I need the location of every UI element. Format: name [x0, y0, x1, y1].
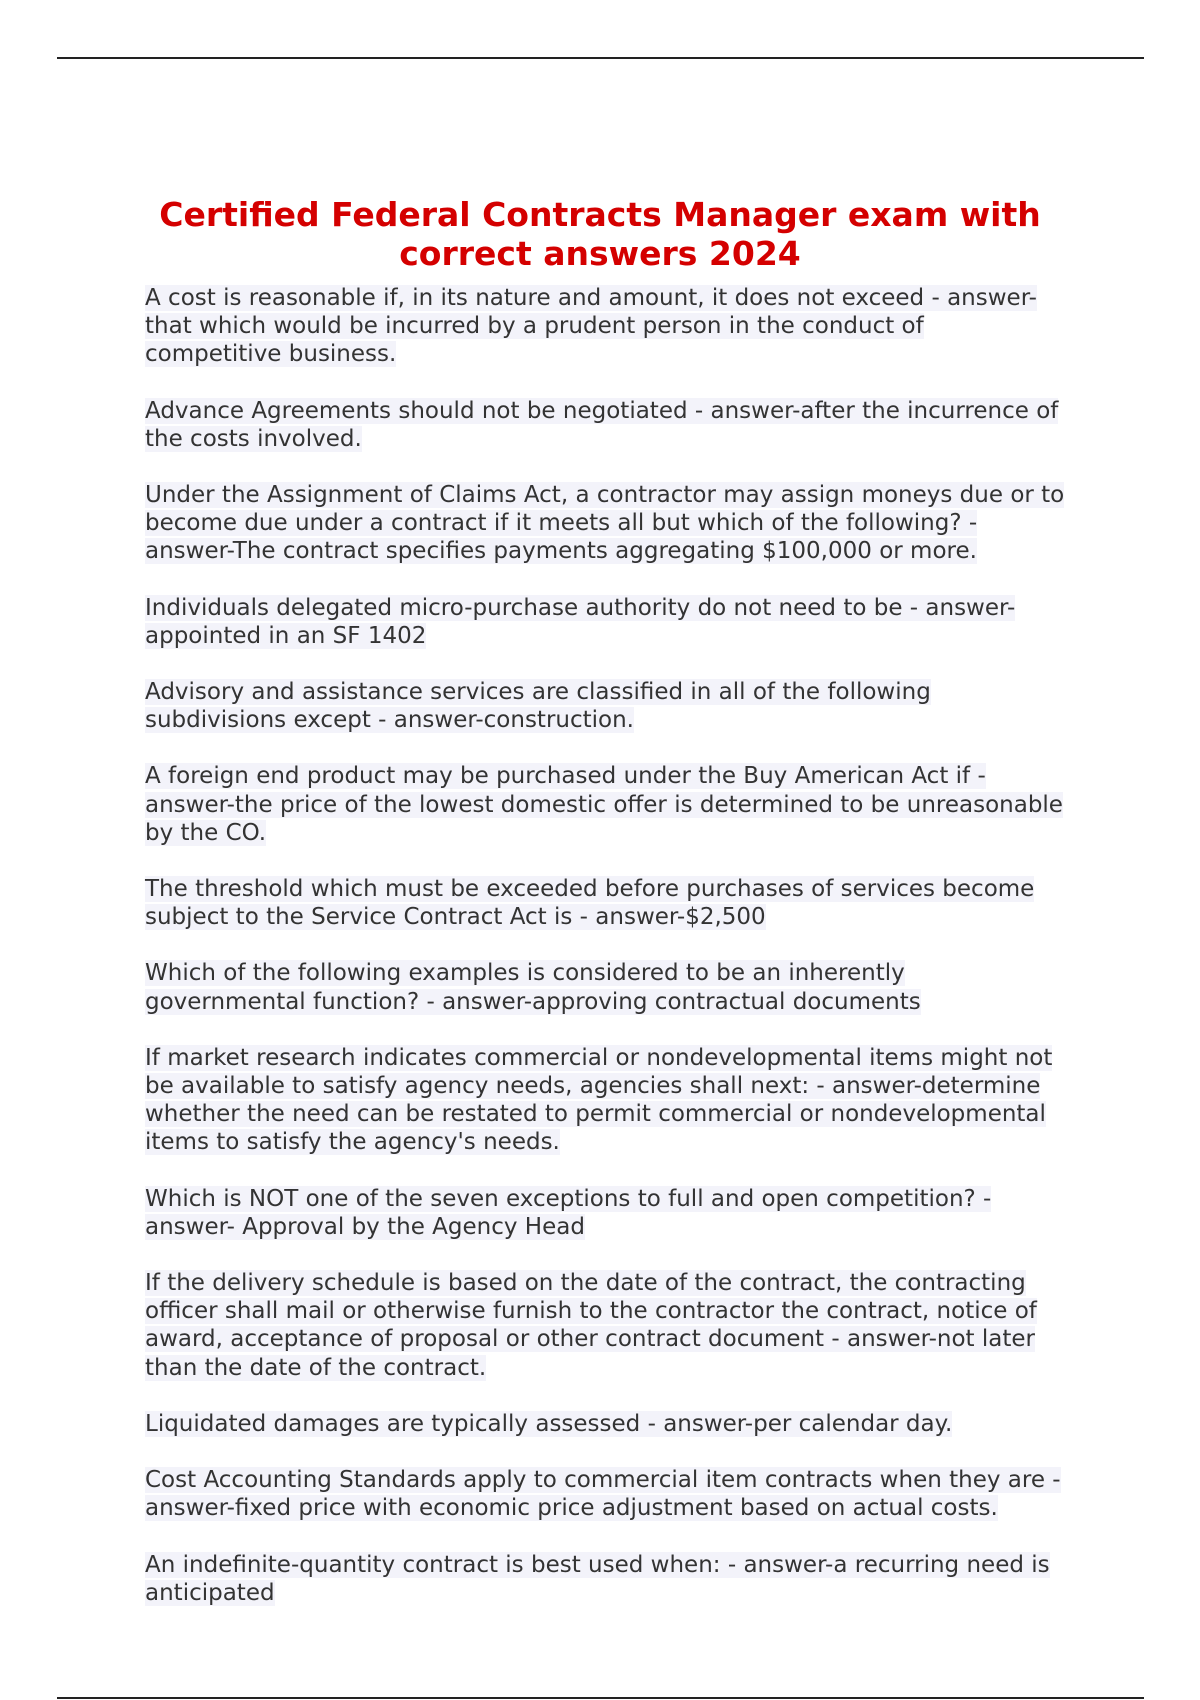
top-divider — [57, 57, 1144, 59]
qa-item — [145, 1410, 1065, 1438]
qa-item-text: Individuals delegated micro-purchase authority do not need to be - answer-appointed in an SF 1402 — [145, 594, 1016, 649]
qa-item-text: If market research indicates commercial or nondevelopmental items might not be available to satisfy agency needs, agencies shall next: - answer-determine whether the need can be restated to permit commercial or nondevelopmental items to satisfy the agency's needs. — [145, 1044, 1053, 1156]
qa-item-text: Under the Assignment of Claims Act, a contractor may assign moneys due or to become due under a contract if it meets all but which of the following? - answer-The contract specifies payments aggregating $100,000 or more. — [145, 482, 1065, 565]
qa-item — [145, 284, 1065, 369]
qa-item-text: Cost Accounting Standards apply to commercial item contracts when they are - answer-fixed price with economic price adjustment based on actual costs. — [145, 1467, 1061, 1522]
qa-item-text: Liquidated damages are typically assessed - answer-per calendar day. — [145, 1410, 953, 1437]
qa-item-text: Which is NOT one of the seven exceptions to full and open competition? - answer- Approval by the Agency Head — [145, 1185, 992, 1240]
qa-item-text: A foreign end product may be purchased under the Buy American Act if - answer-the price of the lowest domestic offer is determined to be unreasonable by the CO. — [145, 763, 1063, 846]
qa-list — [145, 284, 1065, 1635]
qa-item — [145, 678, 1065, 734]
qa-item — [145, 1044, 1065, 1157]
qa-item — [145, 762, 1065, 847]
qa-item-text: An indefinite-quantity contract is best used when: - answer-a recurring need is anticipated — [145, 1551, 1050, 1606]
qa-item-text: Which of the following examples is considered to be an inherently governmental function? - answer-approving contractual documents — [145, 960, 921, 1015]
qa-item — [145, 959, 1065, 1015]
qa-item — [145, 1269, 1065, 1382]
bottom-divider — [57, 1697, 1144, 1699]
qa-item — [145, 1185, 1065, 1241]
qa-item — [145, 594, 1065, 650]
qa-item — [145, 481, 1065, 566]
qa-item-text: The threshold which must be exceeded before purchases of services become subject to the Service Contract Act is - answer-$2,500 — [145, 876, 1035, 931]
qa-item — [145, 875, 1065, 931]
qa-item — [145, 1466, 1065, 1522]
qa-item-text: If the delivery schedule is based on the date of the contract, the contracting officer shall mail or otherwise furnish to the contractor the contract, notice of award, acceptance of proposal or other contract document - answer-not later than the date of the contract. — [145, 1270, 1037, 1381]
qa-item-text: Advisory and assistance services are classified in all of the following subdivisions except - answer-construction. — [145, 679, 931, 734]
qa-item — [145, 397, 1065, 453]
qa-item-text: A cost is reasonable if, in its nature and amount, it does not exceed - answer-that which would be incurred by a prudent person in the conduct of competitive business. — [145, 285, 1037, 368]
document-title: Certified Federal Contracts Manager exam with correct answers 2024 — [159, 195, 1041, 273]
qa-item-text: Advance Agreements should not be negotiated - answer-after the incurrence of the costs involved. — [145, 397, 1059, 452]
qa-item — [145, 1551, 1065, 1607]
